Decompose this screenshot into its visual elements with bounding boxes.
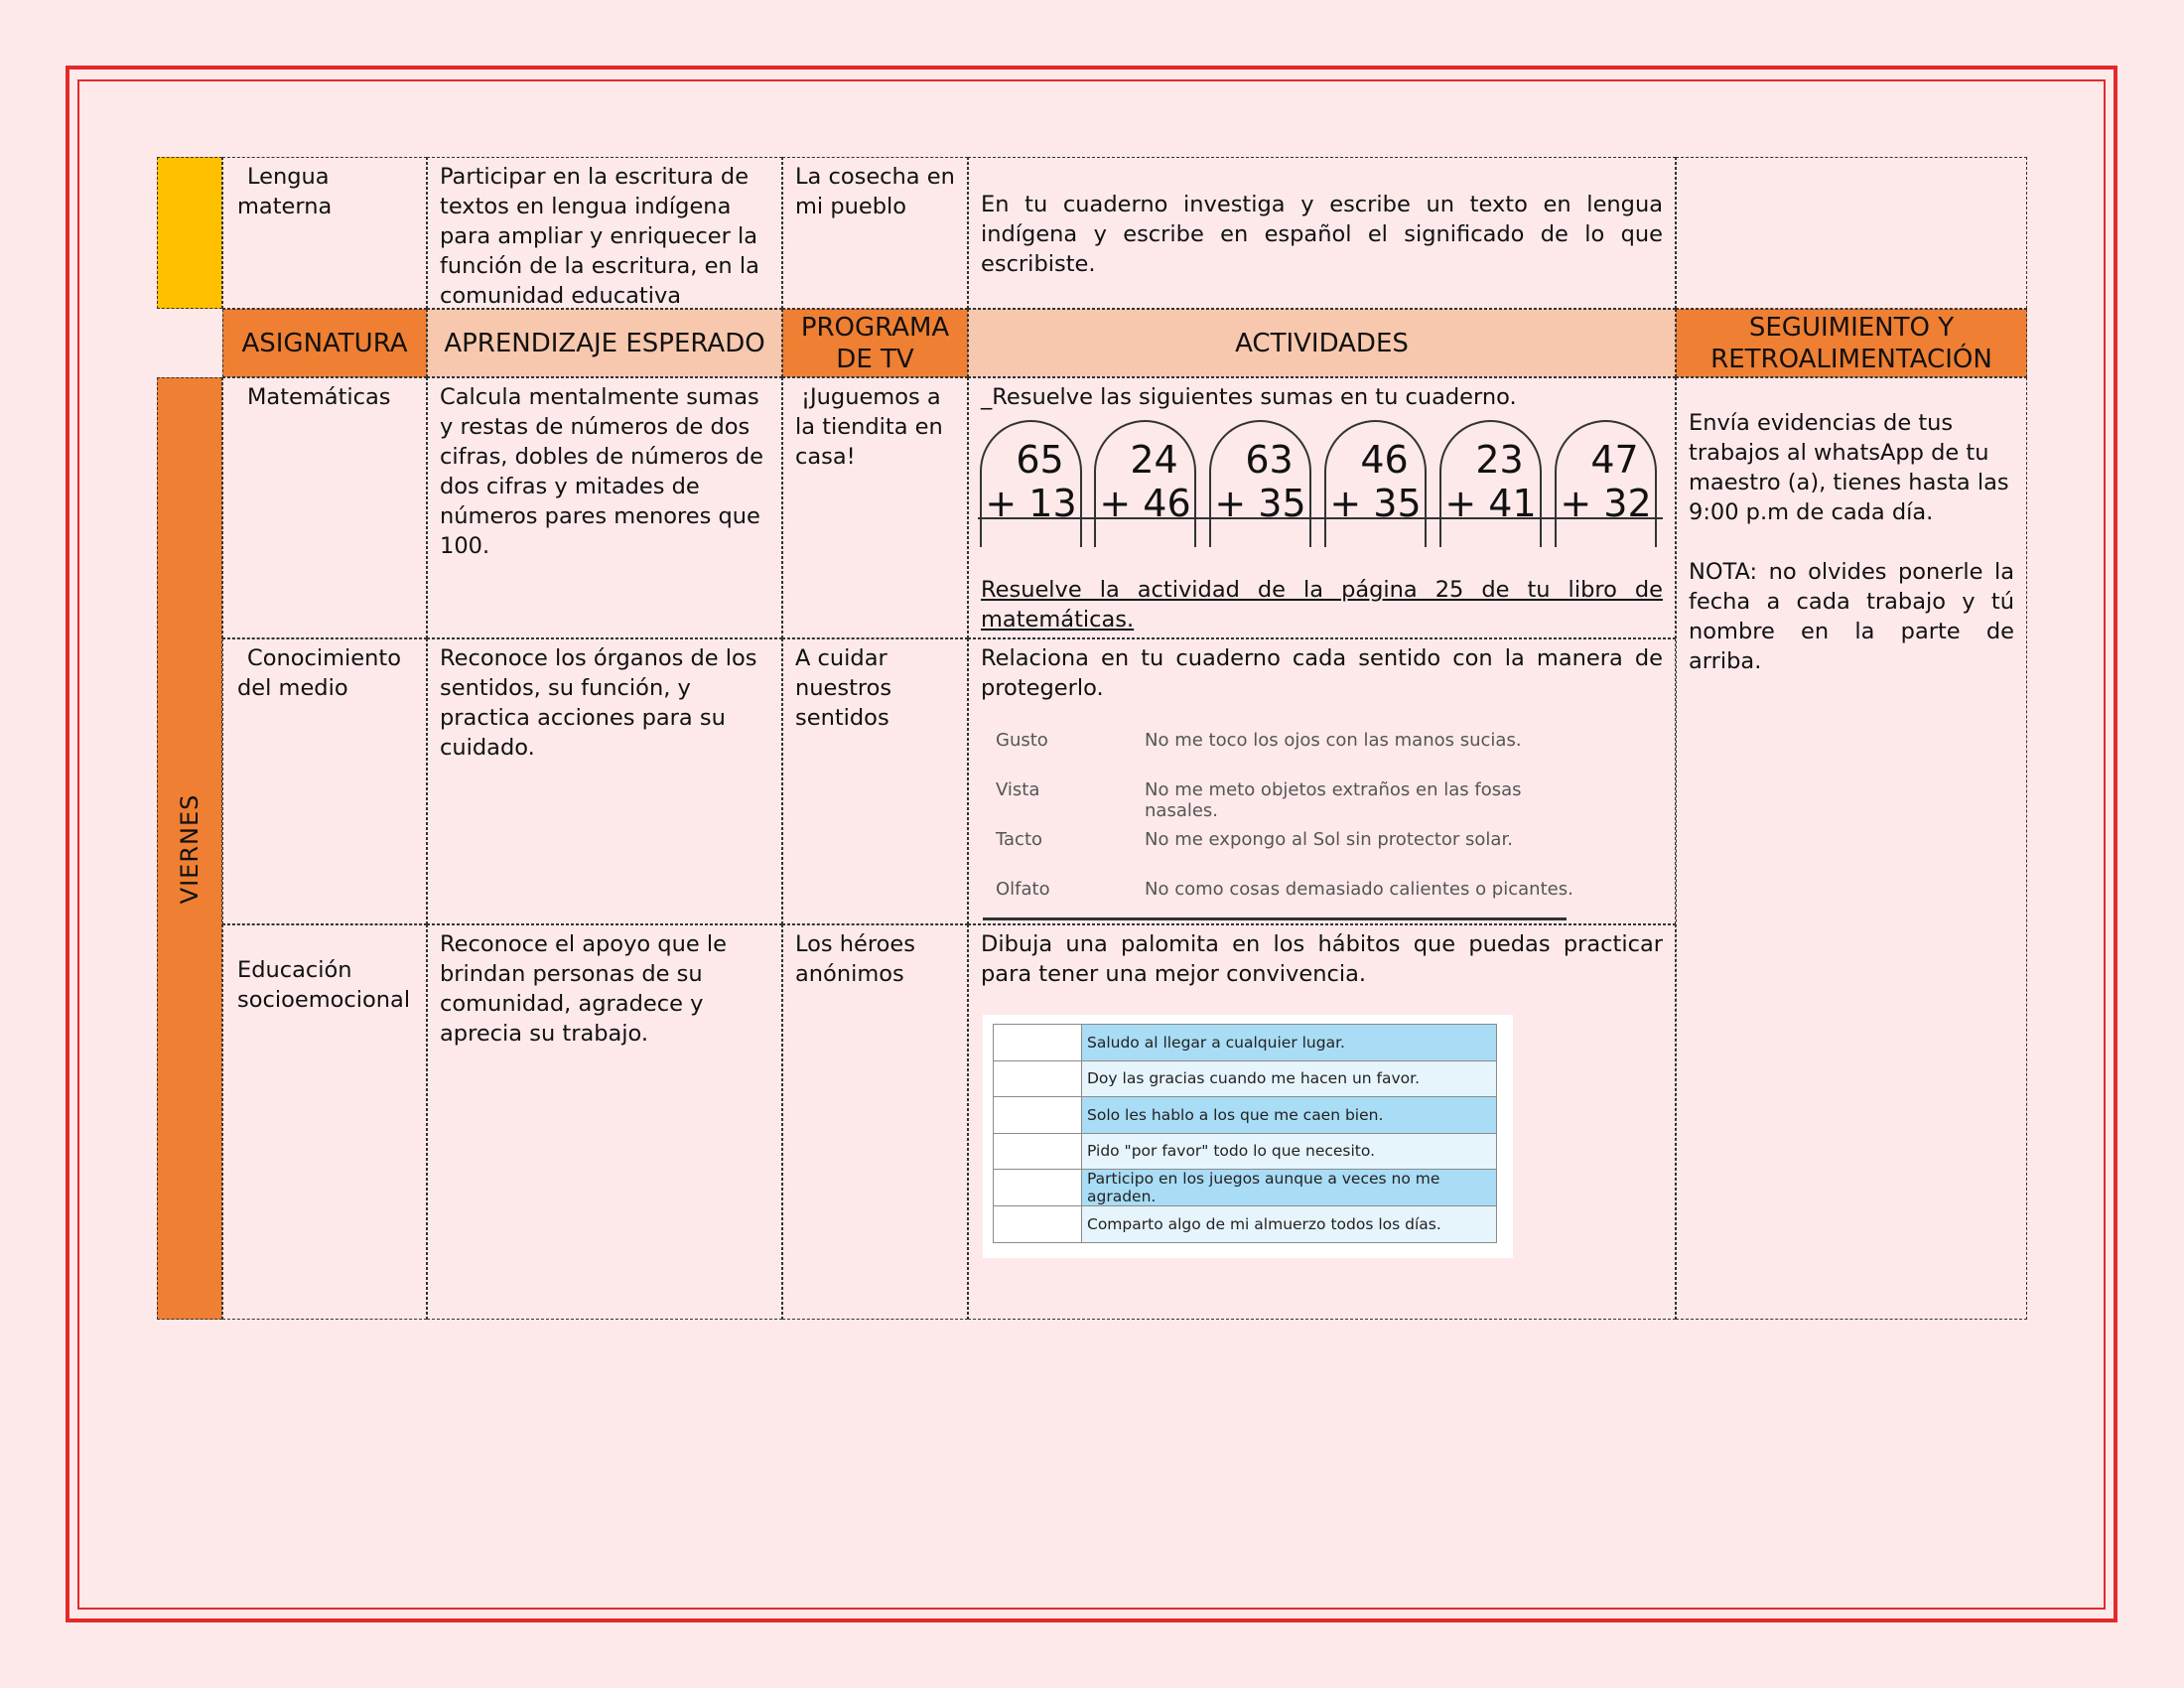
habit-text: Doy las gracias cuando me hacen un favor. xyxy=(1082,1060,1497,1097)
sum-bottom: + 41 xyxy=(1444,482,1537,525)
habit-checkbox[interactable] xyxy=(994,1170,1082,1206)
sense-care: No como cosas demasiado calientes o picantes. xyxy=(1145,879,1573,900)
program-text: A cuidar nuestros sentidos xyxy=(795,645,892,731)
subject-text: Conocimiento del medio xyxy=(237,645,401,701)
sum-top: 24 xyxy=(1130,438,1178,482)
learning-cell-math xyxy=(427,377,782,638)
header-followup-label: SEGUIMIENTO Y RETROALIMENTACIÓN xyxy=(1710,312,1992,374)
habit-row xyxy=(994,1060,1497,1097)
sum-top: 23 xyxy=(1475,438,1524,482)
activity-cell-lengua xyxy=(968,157,1676,309)
program-cell-math xyxy=(782,377,968,638)
program-cell-socio xyxy=(782,924,968,1320)
sense-row xyxy=(996,730,1581,756)
habits-table xyxy=(983,1015,1513,1258)
subject-text: Matemáticas xyxy=(247,384,391,410)
habit-text: Comparto algo de mi almuerzo todos los días. xyxy=(1082,1206,1497,1243)
habit-text: Saludo al llegar a cualquier lugar. xyxy=(1082,1025,1497,1061)
subject-cell-medio xyxy=(222,638,427,924)
header-program xyxy=(782,309,968,377)
activity-intro: _Resuelve las siguientes sumas en tu cuaderno. xyxy=(981,384,1517,410)
sense-care: No me expongo al Sol sin protector solar. xyxy=(1145,829,1513,850)
sum-bottom: + 32 xyxy=(1560,482,1652,525)
header-learning xyxy=(427,309,782,377)
sum-top: 63 xyxy=(1245,438,1294,482)
sum-card xyxy=(1324,420,1427,547)
subject-text: Lengua materna xyxy=(237,164,333,219)
day-label: VIERNES xyxy=(176,793,204,904)
followup-p1: Envía evidencias de tus trabajos al whatsApp de tu maestro (a), tienes hasta las 9:00 p.m de cada día. xyxy=(1689,410,2009,525)
day-sidebar xyxy=(157,377,222,1320)
sense-row xyxy=(996,779,1581,821)
learning-cell-lengua xyxy=(427,157,782,309)
senses-underline xyxy=(983,917,1567,920)
subject-text: Educación socioemocional xyxy=(237,957,411,1013)
sense-care: No me toco los ojos con las manos sucias. xyxy=(1145,730,1522,751)
sense-name: Tacto xyxy=(996,829,1043,850)
sense-name: Olfato xyxy=(996,879,1050,900)
followup-p2: NOTA: no olvides ponerle la fecha a cada trabajo y tú nombre en la parte de arriba. xyxy=(1689,559,2014,674)
sense-row xyxy=(996,829,1581,855)
header-subject-label: ASIGNATURA xyxy=(241,328,408,358)
header-followup xyxy=(1676,309,2027,377)
sums-baseline xyxy=(978,517,1663,519)
habit-text: Solo les hablo a los que me caen bien. xyxy=(1082,1097,1497,1134)
learning-cell-socio xyxy=(427,924,782,1320)
program-text: La cosecha en mi pueblo xyxy=(795,164,955,219)
habit-row xyxy=(994,1025,1497,1061)
sum-card xyxy=(1094,420,1196,547)
habit-text: Participo en los juegos aunque a veces no me agraden. xyxy=(1082,1170,1497,1206)
subject-cell-socio xyxy=(222,924,427,1320)
subject-cell-math xyxy=(222,377,427,638)
sum-card xyxy=(1439,420,1542,547)
learning-text: Reconoce los órganos de los sentidos, su función, y practica acciones para su cuidado. xyxy=(440,645,757,761)
program-cell-medio xyxy=(782,638,968,924)
sense-name: Gusto xyxy=(996,730,1048,751)
side-bar-top xyxy=(157,157,222,309)
header-subject xyxy=(222,309,427,377)
activity-intro: Relaciona en tu cuaderno cada sentido con la manera de protegerlo. xyxy=(981,645,1663,701)
habit-checkbox[interactable] xyxy=(994,1206,1082,1243)
habit-row xyxy=(994,1206,1497,1243)
header-activities-label: ACTIVIDADES xyxy=(1235,328,1409,358)
sum-bottom: + 13 xyxy=(985,482,1077,525)
followup-cell-top xyxy=(1676,157,2027,309)
program-cell-lengua xyxy=(782,157,968,309)
habit-checkbox[interactable] xyxy=(994,1133,1082,1170)
header-activities xyxy=(968,309,1676,377)
sum-top: 46 xyxy=(1360,438,1409,482)
sense-row xyxy=(996,879,1581,905)
sense-name: Vista xyxy=(996,779,1040,800)
program-text: Los héroes anónimos xyxy=(795,931,915,987)
habit-row xyxy=(994,1097,1497,1134)
habit-row xyxy=(994,1133,1497,1170)
header-program-label: PROGRAMA DE TV xyxy=(800,312,950,374)
sum-bottom: + 35 xyxy=(1329,482,1422,525)
learning-text: Reconoce el apoyo que le brindan personas de su comunidad, agradece y aprecia su trabajo. xyxy=(440,931,727,1047)
habit-row xyxy=(994,1170,1497,1206)
sum-card xyxy=(1555,420,1657,547)
header-learning-label: APRENDIZAJE ESPERADO xyxy=(444,328,765,358)
learning-text: Calcula mentalmente sumas y restas de números de dos cifras, dobles de números de dos cifras y mitades de números pares menores que 100. xyxy=(440,384,763,559)
learning-text: Participar en la escritura de textos en lengua indígena para ampliar y enriquecer la función de la escritura, en la comunidad educativa xyxy=(440,164,759,309)
habit-checkbox[interactable] xyxy=(994,1025,1082,1061)
habit-text: Pido "por favor" todo lo que necesito. xyxy=(1082,1133,1497,1170)
sense-care: No me meto objetos extraños en las fosas nasales. xyxy=(1145,779,1522,821)
sum-top: 47 xyxy=(1590,438,1639,482)
activity-text: En tu cuaderno investiga y escribe un texto en lengua indígena y escribe en español el significado de lo que escribiste. xyxy=(981,192,1663,277)
sum-card xyxy=(980,420,1082,547)
sum-card xyxy=(1209,420,1311,547)
sum-bottom: + 35 xyxy=(1214,482,1306,525)
activity-outro: Resuelve la actividad de la página 25 de tu libro de matemáticas. xyxy=(981,577,1663,633)
learning-cell-medio xyxy=(427,638,782,924)
sum-bottom: + 46 xyxy=(1099,482,1191,525)
sums-illustration xyxy=(978,415,1663,549)
program-text: ¡Juguemos a la tiendita en casa! xyxy=(795,384,943,470)
habit-checkbox[interactable] xyxy=(994,1097,1082,1134)
sum-top: 65 xyxy=(1016,438,1064,482)
followup-cell xyxy=(1676,377,2027,1320)
habit-checkbox[interactable] xyxy=(994,1060,1082,1097)
subject-cell-lengua xyxy=(222,157,427,309)
activity-intro: Dibuja una palomita en los hábitos que puedas practicar para tener una mejor convivencia. xyxy=(981,931,1663,987)
